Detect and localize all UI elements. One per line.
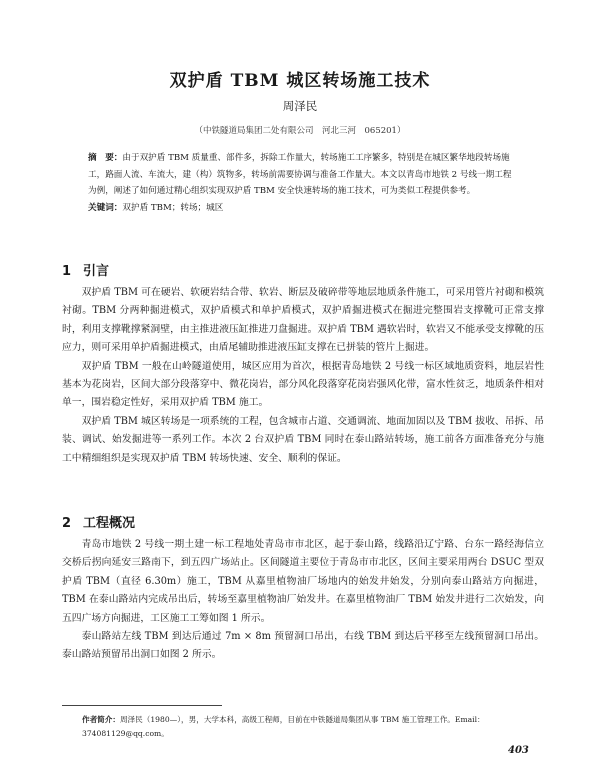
paragraph: 泰山路站左线 TBM 到达后通过 7m × 8m 预留洞口吊出，右线 TBM 到达后平移至左线预留洞口吊出。泰山路站预留吊出洞口如图 2 所示。 (62, 631, 544, 661)
section-number: 2 (62, 516, 72, 531)
section-heading-project-overview (62, 512, 135, 531)
keywords-label: 关键词： (88, 202, 123, 213)
keywords-text: 双护盾 TBM；转场；城区 (122, 202, 224, 213)
paragraph: 双护盾 TBM 一般在山岭隧道使用，城区应用为首次，根据青岛地铁 2 号线一标区域地质资料，地层岩性基本为花岗岩，区间大部分段落穿中、微花岗岩，部分风化段落穿花岗岩强风化带，富水性贫乏，地质条件相对单一，围岩稳定性好，采用双护盾 TBM 施工。 (62, 360, 544, 409)
footnote-divider (62, 705, 222, 706)
footnote-text: 周泽民（1980—），男，大学本科，高级工程师，目前在中铁隧道局集团从事 TBM 施工管理工作。Email：374081129@qq.com。 (82, 715, 485, 738)
keywords-line (88, 200, 520, 217)
section-title: 引言 (83, 264, 110, 279)
section-title: 工程概况 (83, 516, 136, 531)
section-number: 1 (62, 264, 72, 279)
section-heading-introduction (62, 260, 109, 279)
author-name: 周泽民 (282, 99, 318, 113)
page-number: 403 (508, 745, 529, 756)
paragraph: 双护盾 TBM 可在硬岩、软硬岩结合带、软岩、断层及破碎带等地层地质条件施工，可采用管片衬砌和模筑衬砌。TBM 分两种掘进模式，双护盾模式和单护盾模式，双护盾掘进模式在掘进完整围岩支撑靴可正常支撑时，利用支撑靴撑紧洞壁，由主推进液压缸推进刀盘掘进。双护盾 TBM 遇软岩时，软岩又不能承受支撑靴的压应力，则可采用单护盾掘进模式，由盾尾辅助推进液压缸支撑在已拼装的管片上掘进。 (62, 287, 544, 354)
footnote-label: 作者简介： (82, 715, 120, 724)
section-body-project-overview (62, 536, 544, 665)
paragraph: 青岛市地铁 2 号线一期土建一标工程地处青岛市市北区，起于泰山路，线路沿辽宁路、台东一路经海信立交桥后拐向延安三路南下，到五四广场站止。区间隧道主要位于青岛市市北区，区间主要采用两台 DSUC 型双护盾 TBM（直径 6.30m）施工，TBM 从嘉里植物油厂场地内的始发井始发，分别向泰山路站方向掘进，TBM 在泰山路站内完成吊出后，转场至嘉里植物油厂始发井。在嘉里植物油厂 TBM 始发井进行二次始发，向五四广场方向掘进，工区施工工筹如图 1 所示。 (62, 539, 544, 624)
section-body-introduction (62, 284, 544, 468)
abstract-text: 由于双护盾 TBM 质量重、部件多，拆除工作量大，转场施工工序繁多，特别是在城区繁华地段转场施工，路面人流、车流大，建（构）筑物多，转场前需要协调与准备工作量大。本文以青岛市地铁 2 号线一期工程为例，阐述了如何通过精心组织实现双护盾 TBM 安全快速转场的施工技术，可为类似工程提供参考。 (88, 153, 512, 196)
author-footnote (82, 713, 544, 741)
author-affiliation: （中铁隧道局集团二处有限公司 河北三河 065201） (194, 126, 406, 136)
abstract-block (88, 150, 520, 216)
paragraph: 双护盾 TBM 城区转场是一项系统的工程，包含城市占道、交通调流、地面加固以及 TBM 拔收、吊拆、吊装、调试、始发掘进等一系列工作。本次 2 台双护盾 TBM 同时在泰山路站转场，施工前各方面准备充分与施工中精细组织是实现双护盾 TBM 转场快速、安全、顺利的保证。 (62, 415, 544, 464)
abstract-label: 摘 要： (88, 153, 123, 163)
paper-title: 双护盾 TBM 城区转场施工技术 (169, 71, 431, 91)
